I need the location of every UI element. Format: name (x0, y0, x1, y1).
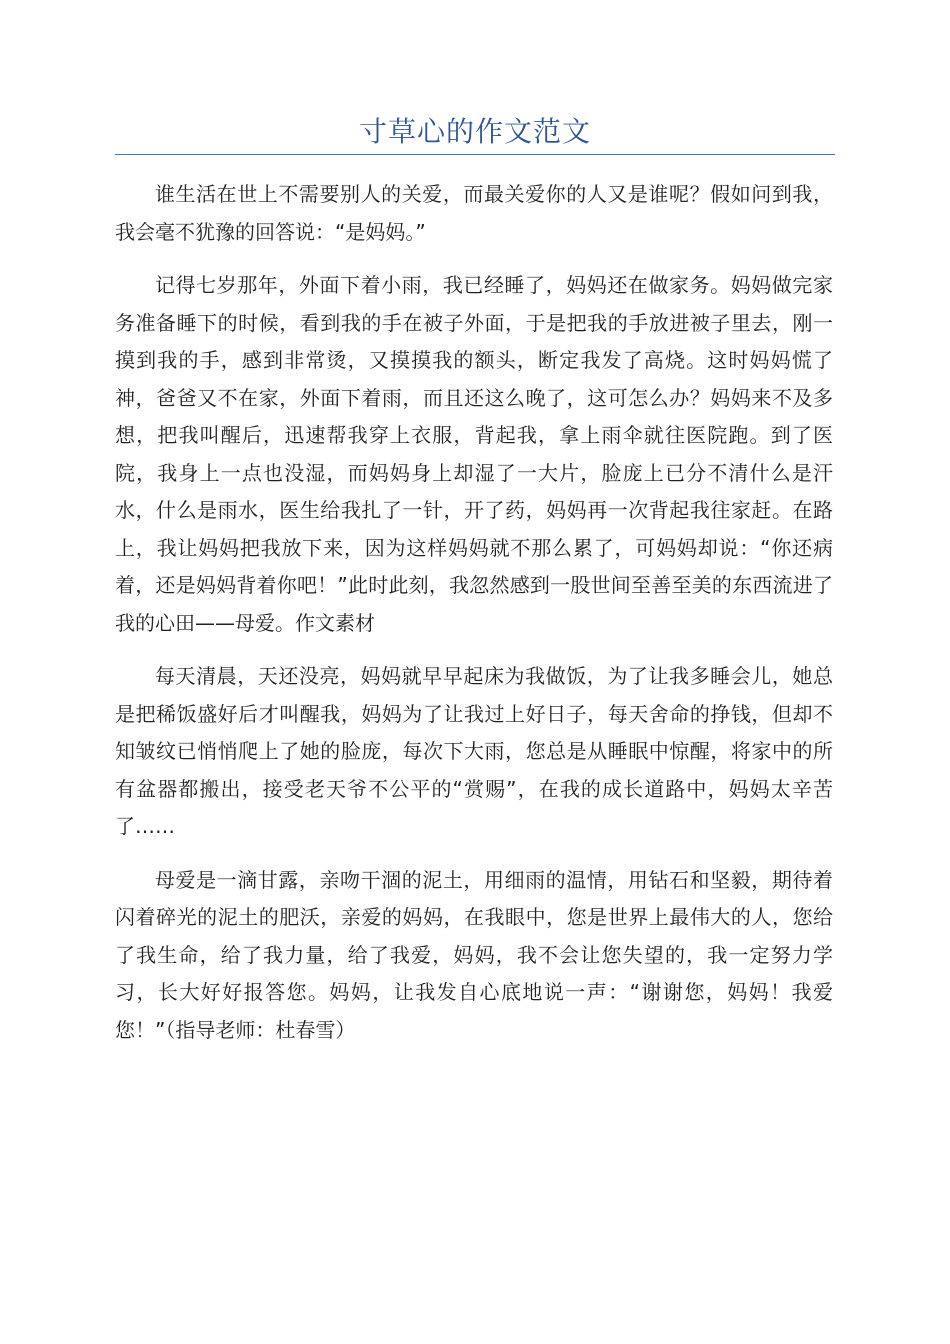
paragraph-4: 母爱是一滴甘露，亲吻干涸的泥土，用细雨的温情，用钻石和坚毅，期待着闪着碎光的泥土的肥沃，亲爱的妈妈，在我眼中，您是世界上最伟大的人，您给了我生命，给了我力量，给了我爱，妈妈，我不会让您失望的，我一定努力学习，长大好好报答您。妈妈，让我发自心底地说一声：“谢谢您，妈妈！我爱您！”（指导老师：杜春雪） (115, 867, 833, 1042)
paragraph-3: 每天清晨，天还没亮，妈妈就早早起床为我做饭，为了让我多睡会儿，她总是把稀饭盛好后才叫醒我，妈妈为了让我过上好日子，每天舍命的挣钱，但却不知皱纹已悄悄爬上了她的脸庞，每次下大雨，您总是从睡眠中惊醒，将家中的所有盆器都搬出，接受老天爷不公平的“赏赐”，在我的成长道路中，妈妈太辛苦了…… (115, 664, 833, 838)
document-title: 寸草心的作文范文 (358, 115, 591, 148)
title-underline (115, 154, 835, 155)
paragraph-1: 谁生活在世上不需要别人的关爱，而最关爱你的人又是谁呢？假如问到我，我会毫不犹豫的回答说：“是妈妈。” (115, 182, 833, 244)
paragraph-2: 记得七岁那年，外面下着小雨，我已经睡了，妈妈还在做家务。妈妈做完家务准备睡下的时候，看到我的手在被子外面，于是把我的手放进被子里去，刚一摸到我的手，感到非常烫，又摸摸我的额头，断定我发了高烧。这时妈妈慌了神，爸爸又不在家，外面下着雨，而且还这么晚了，这可怎么办？妈妈来不及多想，把我叫醒后，迅速帮我穿上衣服，背起我，拿上雨伞就往医院跑。到了医院，我身上一点也没湿，而妈妈身上却湿了一大片，脸庞上已分不清什么是汗水，什么是雨水，医生给我扎了一针，开了药，妈妈再一次背起我往家赶。在路上，我让妈妈把我放下来，因为这样妈妈就不那么累了，可妈妈却说：“你还病着，还是妈妈背着你吧！”此时此刻，我忽然感到一股世间至善至美的东西流进了我的心田——母爱。作文素材 (115, 273, 833, 635)
document-body (115, 176, 833, 1065)
